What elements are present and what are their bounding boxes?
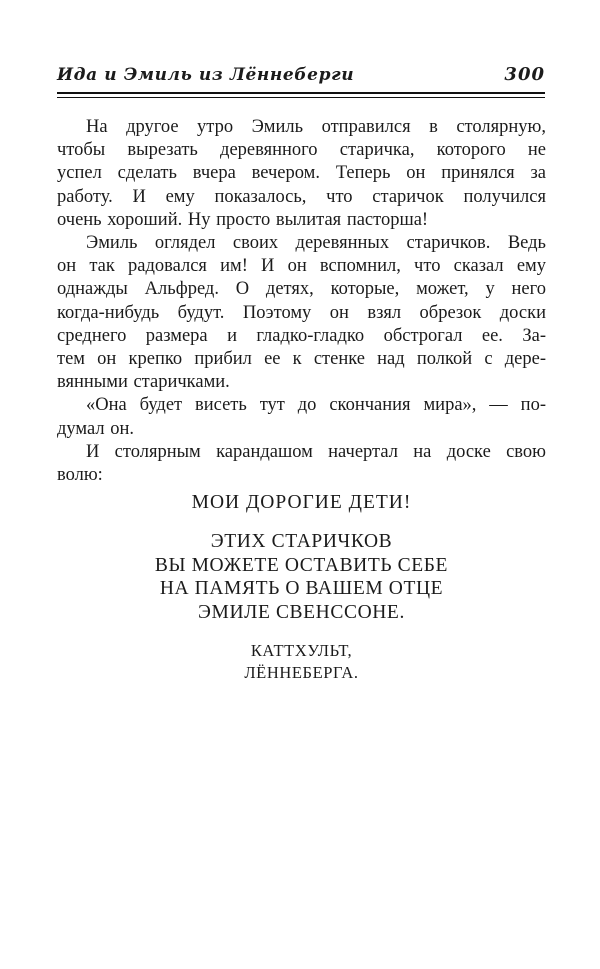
text-line: однажды Альфред. О детях, которые, может, у него: [57, 279, 546, 300]
page-number: 300: [504, 64, 545, 85]
paragraph: [57, 441, 546, 487]
text-line: очень хороший. Ну просто вылитая пасторша!: [57, 209, 429, 230]
text-line: среднего размера и гладко-гладко обстрогал ее. За-: [57, 325, 546, 346]
paragraph: [57, 232, 546, 394]
text-line: он так радовался им! И он вспомнил, что сказал ему: [57, 256, 546, 277]
page-header: [57, 64, 545, 85]
header-rule: [57, 92, 545, 98]
inscription-line: ЭТИХ СТАРИЧКОВ: [210, 531, 393, 552]
signature-line: КАТТХУЛЬТ,: [250, 641, 353, 660]
running-title: Ида и Эмиль из Лённеберги: [57, 65, 355, 85]
inscription-block: [57, 492, 546, 684]
text-line: Эмиль оглядел своих деревянных старичков. Ведь: [86, 233, 546, 254]
text-line: тем он крепко прибил ее к стенке над полкой с дере-: [57, 349, 546, 370]
inscription-signature: [57, 640, 546, 684]
inscription-lines: [57, 530, 546, 624]
paragraph: [57, 116, 546, 232]
inscription-line: ЭМИЛЕ СВЕНССОНЕ.: [198, 601, 405, 623]
text-line: думал он.: [57, 418, 135, 439]
inscription-line: ВЫ МОЖЕТЕ ОСТАВИТЬ СЕБЕ: [154, 554, 449, 576]
paragraph: [57, 394, 546, 440]
inscription-heading: МОИ ДОРОГИЕ ДЕТИ!: [191, 492, 412, 513]
text-line: «Она будет висеть тут до скончания мира», — по-: [86, 395, 546, 416]
text-line: И столярным карандашом начертал на доске свою: [86, 441, 546, 462]
inscription-line: НА ПАМЯТЬ О ВАШЕМ ОТЦЕ: [159, 578, 444, 599]
text-line: На другое утро Эмиль отправился в столярную,: [86, 117, 546, 137]
text-line: чтобы вырезать деревянного старичка, которого не: [57, 140, 546, 161]
text-line: волю:: [57, 465, 103, 486]
text-line: работу. И ему показалось, что старичок получился: [57, 186, 546, 207]
text-line: когда-нибудь будут. Поэтому он взял обрезок доски: [57, 302, 546, 323]
text-line: вянными старичками.: [57, 372, 230, 393]
text-line: успел сделать вчера вечером. Теперь он принялся за: [57, 163, 546, 184]
body-text: [57, 116, 546, 487]
signature-line: ЛЁННЕБЕРГА.: [244, 663, 359, 682]
